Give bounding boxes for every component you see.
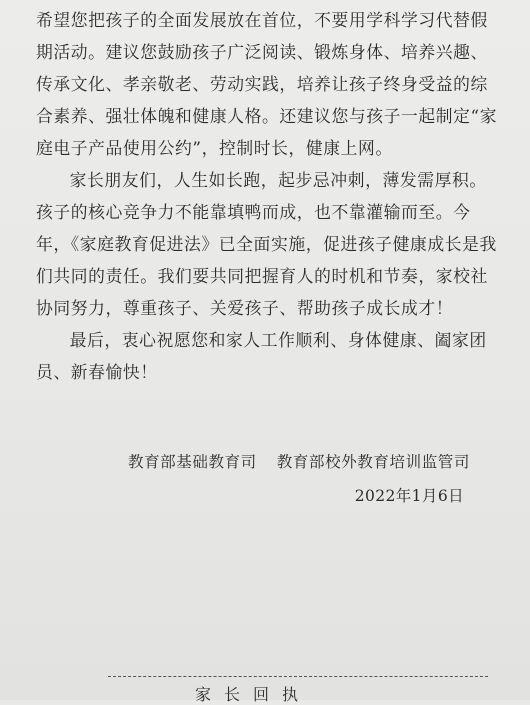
letter-body xyxy=(36,4,498,388)
signature-block xyxy=(128,450,470,472)
receipt-title: 家长回执 xyxy=(195,685,312,704)
paragraph-parents: 家长朋友们，人生如长跑，起步忌冲刺，薄发需厚积。孩子的核心竞争力不能靠填鸭而成，也不靠灌输而至。今年，《家庭教育促进法》已全面实施，促进孩子健康成长是我们共同的责任。我们要共同把握育人的时机和节奏，家校社协同努力，尊重孩子、关爱孩子、帮助孩子成长成才！ xyxy=(36,170,497,318)
paragraph-activities: 希望您把孩子的全面发展放在首位，不要用学科学习代替假期活动。建议您鼓励孩子广泛阅读、锻炼身体、培养兴趣、传承文化、孝亲敬老、劳动实践，培养让孩子终身受益的综合素养、强壮体魄和健康人格。还建议您与孩子一起制定“家庭电子产品使用公约”，控制时长，健康上网。 xyxy=(36,10,498,158)
letter-date: 2022年1月6日 xyxy=(354,487,464,505)
paragraph-wishes: 最后，衷心祝愿您和家人工作顺利、身体健康、阖家团员、新春愉快！ xyxy=(36,330,487,382)
signature-org-offcampus-training: 教育部校外教育培训监管司 xyxy=(276,453,470,471)
signature-org-basic-education: 教育部基础教育司 xyxy=(127,453,257,471)
tear-off-dashed-line xyxy=(108,676,488,677)
